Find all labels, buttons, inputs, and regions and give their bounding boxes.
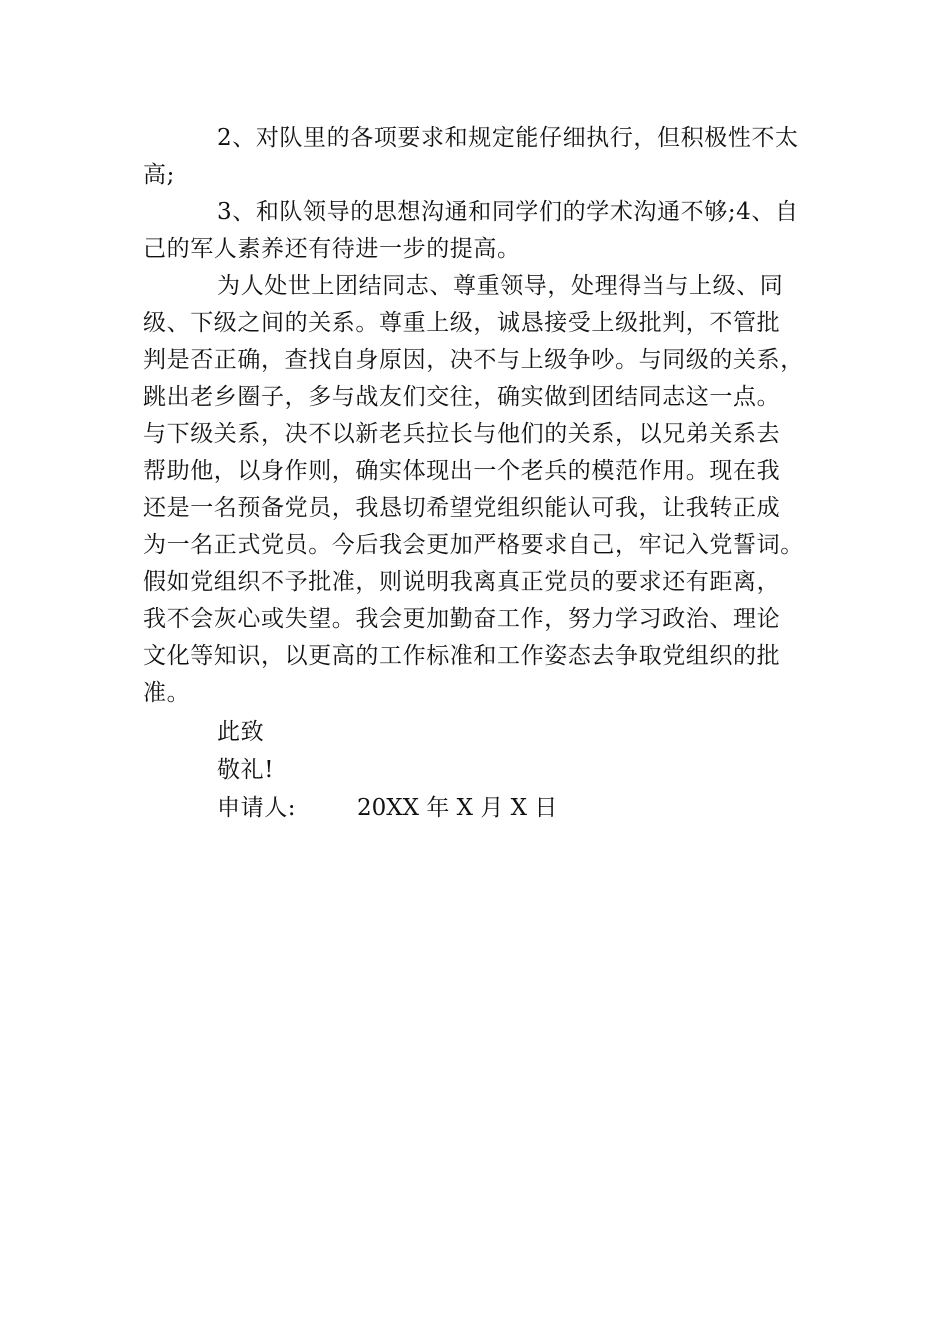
paragraph-line: 判是否正确，查找自身原因，决不与上级争吵。与同级的关系， <box>143 347 804 373</box>
applicant-label: 申请人: <box>217 795 297 821</box>
paragraph-line: 跳出老乡圈子，多与战友们交往，确实做到团结同志这一点。 <box>143 384 781 410</box>
paragraph-line: 帮助他，以身作则，确实体现出一个老兵的模范作用。现在我 <box>143 458 781 484</box>
paragraph-line: 假如党组织不予批准，则说明我离真正党员的要求还有距离， <box>143 569 781 595</box>
closing-salutation-1: 此致 <box>217 719 265 745</box>
paragraph-line: 还是一名预备党员，我恳切希望党组织能认可我，让我转正成 <box>143 495 781 521</box>
signature-date: 20XX 年 X 月 X 日 <box>357 795 558 821</box>
paragraph-line: 2、对队里的各项要求和规定能仔细执行，但积极性不太 <box>217 125 799 151</box>
paragraph-line: 3、和队领导的思想沟通和同学们的学术沟通不够;4、自 <box>217 199 799 225</box>
paragraph-line: 文化等知识，以更高的工作标准和工作姿态去争取党组织的批 <box>143 643 781 669</box>
paragraph-line: 高; <box>143 162 175 188</box>
paragraph-line: 与下级关系，决不以新老兵拉长与他们的关系，以兄弟关系去 <box>143 421 781 447</box>
paragraph-line: 级、下级之间的关系。尊重上级，诚恳接受上级批判，不管批 <box>143 310 781 336</box>
paragraph-line: 己的军人素养还有待进一步的提高。 <box>143 236 521 262</box>
paragraph-line: 准。 <box>143 680 191 706</box>
paragraph-line: 为人处世上团结同志、尊重领导，处理得当与上级、同 <box>217 273 784 299</box>
paragraph-line: 我不会灰心或失望。我会更加勤奋工作，努力学习政治、理论 <box>143 606 781 632</box>
closing-salutation-2: 敬礼! <box>217 757 275 783</box>
paragraph-line: 为一名正式党员。今后我会更加严格要求自己，牢记入党誓词。 <box>143 532 804 558</box>
